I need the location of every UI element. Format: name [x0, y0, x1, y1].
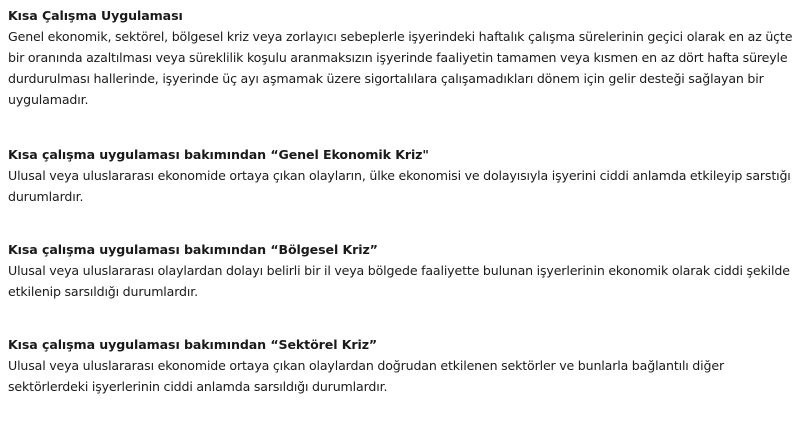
section-paragraph: Genel ekonomik, sektörel, bölgesel kriz veya zorlayıcı sebeplerle işyerindeki haftalık çalışma sürelerinin geçici olarak en az üçte bir oranında azaltılması veya süreklilik koşulu aranmaksızın işyerinde faaliyetin tamamen veya kısmen en az dört hafta süreyle durdurulması hallerinde, işyerinde üç ayı aşmamak üzere sigortalılara çalışamadıkları dönem için gelir desteği sağlayan bir uygulamadır. — [8, 29, 793, 107]
section-short-time-work — [8, 5, 798, 110]
section-heading: Kısa çalışma uygulaması bakımından “Sektörel Kriz” — [8, 337, 378, 352]
section-general-economic-crisis — [8, 144, 798, 207]
section-regional-crisis — [8, 239, 798, 302]
document-body — [8, 5, 798, 429]
section-heading: Kısa çalışma uygulaması bakımından “Genel Ekonomik Kriz" — [8, 147, 429, 162]
section-paragraph: Ulusal veya uluslararası olaylardan dolayı belirli bir il veya bölgede faaliyette bulunan işyerlerinin ekonomik olarak ciddi şekilde etkilenip sarsıldığı durumlardır. — [8, 263, 790, 299]
section-paragraph: Ulusal veya uluslararası ekonomide ortaya çıkan olaylardan doğrudan etkilenen sektörler ve bunlarla bağlantılı diğer sektörlerdeki işyerlerinin ciddi anlamda sarsıldığı durumlardır. — [8, 358, 724, 394]
section-paragraph: Ulusal veya uluslararası ekonomide ortaya çıkan olayların, ülke ekonomisi ve dolayısıyla işyerini ciddi anlamda etkileyip sarstığı durumlardır. — [8, 168, 791, 204]
section-heading: Kısa çalışma uygulaması bakımından “Bölgesel Kriz” — [8, 242, 378, 257]
section-sectoral-crisis — [8, 334, 798, 397]
section-heading: Kısa Çalışma Uygulaması — [8, 8, 183, 23]
